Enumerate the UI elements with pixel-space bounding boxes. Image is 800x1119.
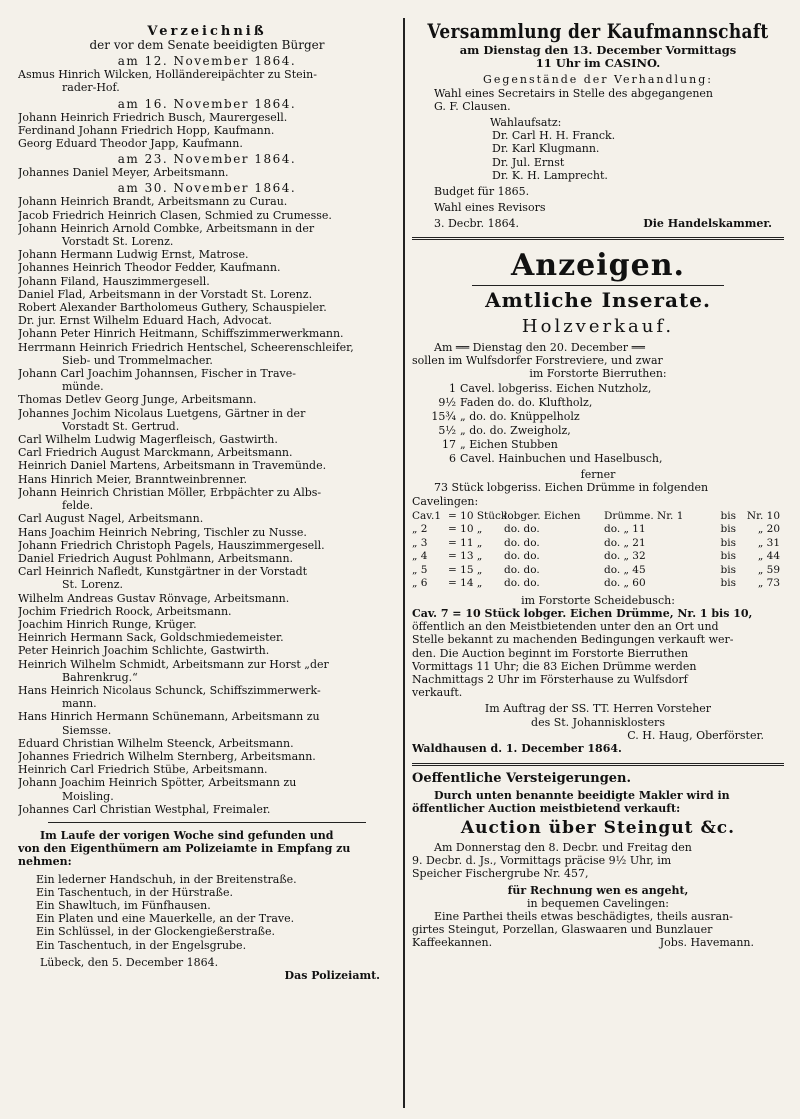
register-entry — [18, 459, 396, 472]
lot-cell: „ 4 — [412, 550, 428, 563]
timber-sale-location: im Forstorte Bierruthen: — [529, 367, 667, 381]
entry-continuation: mann. — [62, 697, 97, 711]
candidate: Dr. Carl H. H. Franck. — [492, 129, 616, 143]
lot-cell: „ 5 — [412, 563, 428, 576]
lot-cell: Nr. 10 — [746, 509, 780, 522]
lot-cell: do. do. — [504, 550, 540, 563]
lot-cell: do. do. — [504, 563, 540, 576]
broker-signature: Jobs. Havemann. — [659, 936, 754, 950]
register-entry — [18, 605, 396, 618]
entry-name: Johann Joachim Heinrich Spötter, Arbeitsmann zu — [18, 776, 297, 790]
entry-name: Carl Heinrich Nafledt, Kunstgärtner in der Vorstadt — [18, 565, 308, 579]
entry-name: Heinrich Hermann Sack, Goldschmiedemeister. — [18, 631, 284, 645]
entry-name: Johann Filand, Hauszimmergesell. — [18, 274, 210, 288]
entry-name: Carl Friedrich August Marckmann, Arbeitsmann. — [18, 446, 293, 460]
agenda-item-cont: G. F. Clausen. — [434, 99, 511, 113]
register-entry — [18, 631, 396, 644]
register-entry — [18, 314, 396, 327]
commission-line: des St. Johannisklosters — [531, 715, 665, 729]
lot-cell: bis — [720, 577, 736, 590]
entry-name: Robert Alexander Bartholomeus Guthery, Schauspieler. — [18, 301, 327, 315]
lot-cell: bis — [720, 563, 736, 576]
lot-cell: „ 73 — [757, 577, 780, 590]
lot-cell: „ 2 — [412, 523, 428, 536]
auction-intro: Durch unten benannte beeidigte Makler wird in — [434, 788, 730, 802]
register-entry — [18, 658, 396, 684]
entry-name: Johann Peter Hinrich Heitmann, Schiffszimmerwerkmann. — [18, 327, 344, 341]
column-rule — [403, 18, 405, 1108]
lot-row — [412, 537, 784, 551]
lot-cell: „ 31 — [757, 536, 780, 549]
assembly-footer — [412, 217, 784, 230]
register-entry — [18, 433, 396, 446]
lot-cell: = 13 „ — [448, 550, 483, 563]
register-entry — [18, 111, 396, 124]
lot-cell: do. do. — [504, 536, 540, 549]
register-entry — [18, 565, 396, 591]
register-entry — [18, 750, 396, 763]
timber-paragraph-line: öffentlich an den Meistbietenden unter den an Ort und — [412, 620, 719, 634]
auctions-heading: Oeffentliche Versteigerungen. — [412, 772, 632, 786]
lot-table — [412, 510, 784, 591]
lot-cell: do. „ 60 — [604, 577, 646, 590]
timber-sale-date: Am ══ Dienstag den 20. December ══ — [434, 340, 645, 354]
timber-paragraph-line: verkauft. — [412, 686, 463, 700]
found-intro-line: Im Laufe der vorigen Woche sind gefunden und — [40, 828, 334, 842]
register-entry — [18, 710, 396, 736]
timber-paragraph-line: Vormittags 11 Uhr; die 83 Eichen Drümme werden — [412, 659, 697, 673]
lot-cell: bis — [720, 550, 736, 563]
official-notices-heading: Amtliche Inserate. — [485, 287, 711, 312]
entry-continuation: St. Lorenz. — [62, 578, 124, 592]
register-entry — [18, 446, 396, 459]
lot-cell: „ 20 — [757, 523, 780, 536]
assembly-signature: Die Handelskammer. — [643, 217, 772, 231]
entry-name: Herrmann Heinrich Friedrich Hentschel, Scheerenschleifer, — [18, 340, 354, 354]
section-divider — [412, 237, 784, 240]
found-item: Ein Schlüssel, in der Glockengießerstraße. — [36, 925, 275, 939]
found-signature: Das Polizeiamt. — [284, 969, 380, 982]
lot-cell: do. do. — [504, 523, 540, 536]
entry-name: Johann Friedrich Christoph Pagels, Hauszimmergesell. — [18, 538, 325, 552]
register-date: am 23. November 1864. — [117, 152, 297, 167]
register-entry — [18, 248, 396, 261]
entry-name: Daniel Flad, Arbeitsmann in der Vorstadt St. Lorenz. — [18, 287, 313, 301]
register-entry — [18, 301, 396, 314]
auction-lots: in bequemen Cavelingen: — [527, 896, 669, 910]
entry-name: Wilhelm Andreas Gustav Rönvage, Arbeitsmann. — [18, 591, 290, 605]
candidate: Dr. Karl Klugmann. — [492, 142, 600, 156]
timber-paragraph-line: den. Die Auction beginnt im Forstorte Bierruthen — [412, 646, 689, 660]
lot-cell: Drümme. Nr. 1 — [604, 509, 684, 522]
lot-cell: „ 6 — [412, 577, 428, 590]
scheide-location: im Forstorte Scheidebusch: — [521, 593, 675, 607]
register-entry — [18, 124, 396, 137]
entry-name: Ferdinand Johann Friedrich Hopp, Kaufmann. — [18, 123, 275, 137]
register-entry — [18, 407, 396, 433]
entry-name: Peter Heinrich Joachim Schlichte, Gastwirth. — [18, 644, 270, 658]
budget-item: Budget für 1865. — [434, 185, 530, 199]
auction-goods-end: Kaffeekannen. — [412, 936, 493, 950]
lot-row — [412, 564, 784, 578]
lot-cell: = 11 „ — [448, 536, 483, 549]
timber-sale-date-place: Waldhausen d. 1. December 1864. — [412, 742, 622, 756]
register-entry — [18, 195, 396, 208]
found-item: Ein Taschentuch, in der Engelsgrube. — [36, 938, 247, 952]
entry-name: Johann Carl Joachim Johannsen, Fischer in Trave- — [18, 367, 296, 381]
register-entry — [18, 644, 396, 657]
register-entry — [18, 486, 396, 512]
lot-cell: = 15 „ — [448, 563, 483, 576]
lot-cell: bis — [720, 523, 736, 536]
lot-cell: bis — [720, 536, 736, 549]
entry-name: Thomas Detlev Georg Junge, Arbeitsmann. — [18, 393, 257, 407]
register-entry — [18, 68, 396, 94]
entry-name: Carl August Nagel, Arbeitsmann. — [18, 512, 204, 526]
entry-continuation: Vorstadt St. Lorenz. — [62, 235, 174, 249]
timber-drums-line-cont: Cavelingen: — [412, 494, 479, 508]
auction-date-line: 9. Decbr. d. Js., Vormittags präcise 9½ Uhr, im — [412, 854, 672, 868]
entry-name: Johannes Jochim Nicolaus Luetgens, Gärtner in der — [18, 406, 306, 420]
entry-name: Johann Heinrich Friedrich Busch, Maurergesell. — [18, 110, 288, 124]
entry-name: Johannes Friedrich Wilhelm Sternberg, Arbeitsmann. — [18, 749, 316, 763]
timber-desc: Cavel. Hainbuchen und Haselbusch, — [460, 452, 663, 466]
entry-name: Hans Joachim Heinrich Nebring, Tischler zu Nusse. — [18, 525, 307, 539]
timber-sale-paragraph — [412, 607, 784, 699]
entry-name: Joachim Hinrich Runge, Krüger. — [18, 617, 197, 631]
register-entry — [18, 393, 396, 406]
assembly-title: Versammlung der Kaufmannschaft — [427, 20, 769, 44]
timber-desc: „ do. do. Knüppelholz — [460, 410, 580, 424]
entry-name: Hans Hinrich Meier, Branntweinbrenner. — [18, 472, 247, 486]
agenda-item: Wahl eines Secretairs in Stelle des abgegangenen — [434, 86, 714, 100]
assembly-time: am Dienstag den 13. December Vormittags — [459, 44, 737, 57]
register-title: Verzeichniß — [147, 24, 267, 39]
register-entry — [18, 327, 396, 340]
lot-cell: bis — [720, 509, 736, 522]
entry-continuation: Vorstadt St. Gertrud. — [62, 419, 180, 433]
lot-cell: = 10 „ — [448, 523, 483, 536]
register-entry — [18, 737, 396, 750]
register-entry — [18, 539, 396, 552]
found-date: Lübeck, den 5. December 1864. — [40, 955, 219, 969]
entry-continuation: Siemsse. — [62, 723, 112, 737]
register-entry — [18, 684, 396, 710]
found-items-list — [18, 873, 396, 952]
timber-items — [412, 382, 784, 466]
entry-continuation: münde. — [62, 380, 104, 394]
timber-paragraph-line: Nachmittags 2 Uhr im Försterhause zu Wulfsdorf — [412, 673, 688, 687]
candidate-list — [412, 129, 784, 182]
entry-name: Heinrich Carl Friedrich Stübe, Arbeitsmann. — [18, 763, 268, 777]
entry-continuation: Sieb- und Trommelmacher. — [62, 353, 213, 367]
entry-continuation: Moisling. — [62, 789, 114, 803]
divider — [472, 285, 724, 286]
timber-qty: 15¾ — [431, 410, 456, 424]
timber-paragraph-line: Stelle bekannt zu machenden Bedingungen verkauft wer- — [412, 633, 734, 647]
lot-cell: do. „ 21 — [604, 536, 646, 549]
register-date: am 12. November 1864. — [117, 54, 297, 69]
lot-cell: = 10 Stück — [448, 509, 508, 522]
divider — [48, 822, 366, 823]
timber-item — [412, 382, 784, 396]
entry-name: Asmus Hinrich Wilcken, Holländereipächter zu Stein- — [18, 68, 317, 82]
lot-cell: „ 59 — [757, 563, 780, 576]
register-entry — [18, 288, 396, 301]
entry-name: Hans Hinrich Hermann Schünemann, Arbeitsmann zu — [18, 710, 320, 724]
lot-cell: do. „ 45 — [604, 563, 646, 576]
entry-name: Daniel Friedrich August Pohlmann, Arbeitsmann. — [18, 551, 294, 565]
timber-item — [412, 424, 784, 438]
register-entry — [18, 552, 396, 565]
entry-name: Dr. jur. Ernst Wilhelm Eduard Hach, Advocat. — [18, 314, 272, 328]
announcements-heading: Anzeigen. — [511, 247, 685, 283]
lot-row — [412, 550, 784, 564]
timber-sale-line: sollen im Wulfsdorfer Forstreviere, und zwar — [412, 353, 663, 367]
slate-heading: Wahlaufsatz: — [490, 116, 562, 130]
lot-row — [412, 510, 784, 524]
entry-name: Jacob Friedrich Heinrich Clasen, Schmied zu Crumesse. — [18, 208, 332, 222]
entry-name: Johann Heinrich Arnold Combke, Arbeitsmann in der — [18, 221, 315, 235]
assembly-date: 3. Decbr. 1864. — [434, 217, 520, 231]
entry-name: Johann Hermann Ludwig Ernst, Matrose. — [18, 248, 249, 262]
found-item: Ein lederner Handschuh, in der Breitenstraße. — [36, 872, 297, 886]
entry-name: Hans Heinrich Nicolaus Schunck, Schiffszimmerwerk- — [18, 683, 321, 697]
register-entry — [18, 209, 396, 222]
register-entry — [18, 526, 396, 539]
lot-cell: do. „ 11 — [604, 523, 646, 536]
entry-name: Johannes Heinrich Theodor Fedder, Kaufmann. — [18, 261, 281, 275]
auction-goods-line: girtes Steingut, Porzellan, Glaswaaren und Bunzlauer — [412, 923, 713, 937]
lot-cell: „ 3 — [412, 536, 428, 549]
entry-name: Johann Heinrich Christian Möller, Erbpächter zu Albs- — [18, 485, 322, 499]
auction-intro-cont: öffentlicher Auction meistbietend verkauft: — [412, 801, 681, 815]
lot-row — [412, 577, 784, 591]
register-entry — [18, 763, 396, 776]
timber-drums-line: 73 Stück lobgeriss. Eichen Drümme in folgenden — [434, 481, 709, 495]
timber-item — [412, 396, 784, 410]
register-entry — [18, 592, 396, 605]
assembly-place: 11 Uhr im CASINO. — [535, 57, 661, 71]
forester-signature: C. H. Haug, Oberförster. — [627, 728, 764, 742]
register-entry — [18, 512, 396, 525]
lot-cell: do. „ 32 — [604, 550, 646, 563]
entry-name: Jochim Friedrich Roock, Arbeitsmann. — [18, 604, 232, 618]
entry-continuation: rader-Hof. — [62, 81, 120, 95]
entry-name: Johannes Carl Christian Westphal, Freimaler. — [18, 802, 271, 816]
timber-desc: Cavel. lobgeriss. Eichen Nutzholz, — [460, 382, 652, 396]
lot-cell: do. do. — [504, 577, 540, 590]
section-divider — [412, 763, 784, 766]
auction-footer — [412, 936, 784, 949]
register-entry — [18, 261, 396, 274]
commission-line: Im Auftrag der SS. TT. Herren Vorsteher — [484, 702, 712, 716]
left-column — [18, 24, 396, 982]
register-entry — [18, 166, 396, 179]
right-column — [412, 22, 784, 950]
timber-sale-heading: Holzverkauf. — [521, 315, 675, 337]
timber-desc: Faden do. do. Kluftholz, — [460, 396, 593, 410]
auction-account: für Rechnung wen es angeht, — [507, 883, 689, 897]
register-date: am 16. November 1864. — [117, 96, 297, 111]
timber-item — [412, 410, 784, 424]
found-item: Ein Taschentuch, in der Hürstraße. — [36, 885, 233, 899]
register-groups — [18, 54, 396, 816]
register-entry — [18, 137, 396, 150]
entry-continuation: Bahrenkrug.“ — [62, 670, 138, 684]
entry-name: Eduard Christian Wilhelm Steenck, Arbeitsmann. — [18, 736, 294, 750]
lot-row — [412, 523, 784, 537]
timber-desc: „ do. do. Zweigholz, — [460, 424, 571, 438]
agenda-heading: Gegenstände der Verhandlung: — [483, 73, 713, 87]
lot-cell: = 14 „ — [448, 577, 483, 590]
entry-name: Carl Wilhelm Ludwig Magerfleisch, Gastwirth. — [18, 433, 278, 447]
register-entry — [18, 222, 396, 248]
entry-name: Johann Heinrich Brandt, Arbeitsmann zu Curau. — [18, 195, 288, 209]
stoneware-auction-title: Auction über Steingut &c. — [460, 817, 736, 838]
lot-cell: Cav.1 — [412, 509, 441, 522]
timber-qty: 1 — [449, 382, 456, 396]
timber-qty: 17 — [442, 438, 456, 452]
timber-item — [412, 452, 784, 466]
entry-name: Johannes Daniel Meyer, Arbeitsmann. — [18, 166, 229, 180]
found-items-notice — [18, 829, 396, 982]
found-item: Ein Platen und eine Mauerkelle, an der Trave. — [36, 912, 295, 926]
timber-ferner: ferner — [580, 468, 616, 482]
register-entry — [18, 341, 396, 367]
timber-desc: „ Eichen Stubben — [460, 438, 558, 452]
found-intro-line: nehmen: — [18, 855, 72, 869]
register-entry — [18, 473, 396, 486]
entry-name: Georg Eduard Theodor Japp, Kaufmann. — [18, 137, 243, 151]
timber-qty: 9½ — [438, 396, 456, 410]
found-intro-line: von den Eigenthümern am Polizeiamte in Empfang zu — [18, 842, 351, 856]
entry-name: Heinrich Daniel Martens, Arbeitsmann in Travemünde. — [18, 459, 327, 473]
timber-qty: 6 — [449, 452, 456, 466]
timber-qty: 5½ — [438, 424, 456, 438]
register-entry — [18, 803, 396, 816]
candidate: Dr. Jul. Ernst — [492, 155, 565, 169]
found-item: Ein Shawltuch, im Fünfhausen. — [36, 898, 211, 912]
auction-goods-line: Eine Parthei theils etwas beschädigtes, theils ausran- — [434, 909, 733, 923]
timber-item — [412, 438, 784, 452]
entry-name: Heinrich Wilhelm Schmidt, Arbeitsmann zur Horst „der — [18, 657, 329, 671]
revisor-item: Wahl eines Revisors — [434, 201, 546, 215]
register-entry — [18, 618, 396, 631]
register-date: am 30. November 1864. — [117, 181, 297, 196]
lot-cell: „ 44 — [757, 550, 780, 563]
register-entry — [18, 367, 396, 393]
candidate: Dr. K. H. Lamprecht. — [492, 168, 608, 182]
lot-cell: lobger. Eichen — [504, 509, 581, 522]
register-entry — [18, 275, 396, 288]
register-subtitle: der vor dem Senate beeidigten Bürger — [89, 39, 325, 52]
entry-continuation: felde. — [62, 499, 94, 513]
timber-paragraph-line: Cav. 7 = 10 Stück lobger. Eichen Drümme, Nr. 1 bis 10, — [412, 607, 753, 621]
auction-date-line: Am Donnerstag den 8. Decbr. und Freitag den — [434, 840, 692, 854]
register-entry — [18, 776, 396, 802]
auction-place-line: Speicher Fischergrube Nr. 457, — [412, 867, 589, 881]
